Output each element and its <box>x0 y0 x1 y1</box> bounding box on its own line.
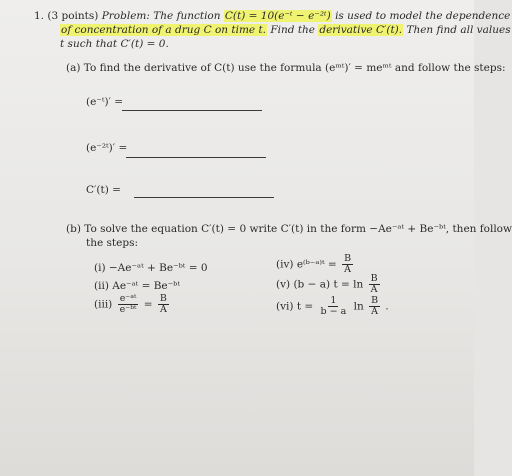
step-v-denominator: A <box>370 284 378 295</box>
step-iii-left-fraction <box>118 294 139 315</box>
step-ii: (ii) Ae⁻ᵃᵗ = Be⁻ᵇᵗ <box>94 280 180 292</box>
step-iii-right-denominator: A <box>159 304 167 315</box>
step-iv-denominator: A <box>344 264 351 275</box>
step-iii <box>94 294 171 315</box>
problem-line-1 <box>34 10 510 22</box>
part-a-step2-blank[interactable] <box>126 157 266 158</box>
part-a-step3-blank[interactable] <box>134 197 274 198</box>
step-vi <box>276 296 389 317</box>
part-a-step2-label: (e⁻²ᵗ)′ = <box>86 142 128 154</box>
problem-text-end: Then find all values <box>406 24 511 36</box>
step-vi-denominator-1: b − a <box>320 306 347 317</box>
problem-label: Problem: <box>101 10 150 22</box>
problem-text-post: is used to model the dependence <box>335 10 511 22</box>
step-iii-left-denominator: e⁻ᵇᵗ <box>119 304 137 315</box>
highlight-derivative: derivative C′(t). <box>319 24 403 36</box>
step-iii-equals: = <box>143 298 153 311</box>
highlight-concentration: of concentration of a drug C on time t. <box>61 24 267 36</box>
step-vi-fraction-1 <box>319 296 349 317</box>
step-v-fraction <box>369 274 380 295</box>
step-vi-ln: ln <box>353 300 364 313</box>
step-v <box>276 274 382 295</box>
step-i: (i) −Ae⁻ᵃᵗ + Be⁻ᵇᵗ = 0 <box>94 262 208 274</box>
step-iii-right-fraction <box>158 294 169 315</box>
problem-line-3: t such that C′(t) = 0. <box>60 38 169 50</box>
part-b-intro-line-1: (b) To solve the equation C′(t) = 0 write C′(t) in the form −Ae⁻ᵃᵗ + Be⁻ᵇᵗ, then follow <box>66 223 512 235</box>
step-vi-left: (vi) t = <box>276 300 314 313</box>
part-a-step3-label: C′(t) = <box>86 184 121 196</box>
problem-number: 1. <box>34 10 45 22</box>
problem-text-mid: Find the <box>270 24 316 36</box>
part-a-step1-blank[interactable] <box>122 110 262 111</box>
step-vi-denominator-2: A <box>371 306 379 317</box>
part-b-intro-line-2: the steps: <box>86 237 139 249</box>
step-iv-numerator: B <box>344 253 352 264</box>
step-iv-left: (iv) e⁽ᵇ⁻ᵃ⁾ᵗ = <box>276 258 337 271</box>
step-v-left: (v) (b − a) t = ln <box>276 278 364 291</box>
step-iv-fraction <box>342 254 353 275</box>
step-v-numerator: B <box>370 273 378 284</box>
problem-points: (3 points) <box>47 10 99 22</box>
step-iv <box>276 254 355 275</box>
problem-text-pre: The function <box>153 10 221 22</box>
problem-line-2 <box>60 24 511 36</box>
step-iii-right-numerator: B <box>159 293 167 304</box>
step-iii-label: (iii) <box>94 298 113 311</box>
step-vi-numerator-1: 1 <box>330 295 337 306</box>
function-formula: C(t) = 10(e⁻ᵗ − e⁻²ᵗ) <box>224 10 331 22</box>
step-vi-fraction-2 <box>369 296 380 317</box>
step-vi-period: . <box>385 300 389 313</box>
part-a-intro: (a) To find the derivative of C(t) use the formula (eᵐᵗ)′ = meᵐᵗ and follow the steps: <box>66 62 506 74</box>
step-vi-numerator-2: B <box>371 295 379 306</box>
step-iii-left-numerator: e⁻ᵃᵗ <box>119 293 137 304</box>
part-a-step1-label: (e⁻ᵗ)′ = <box>86 96 124 108</box>
